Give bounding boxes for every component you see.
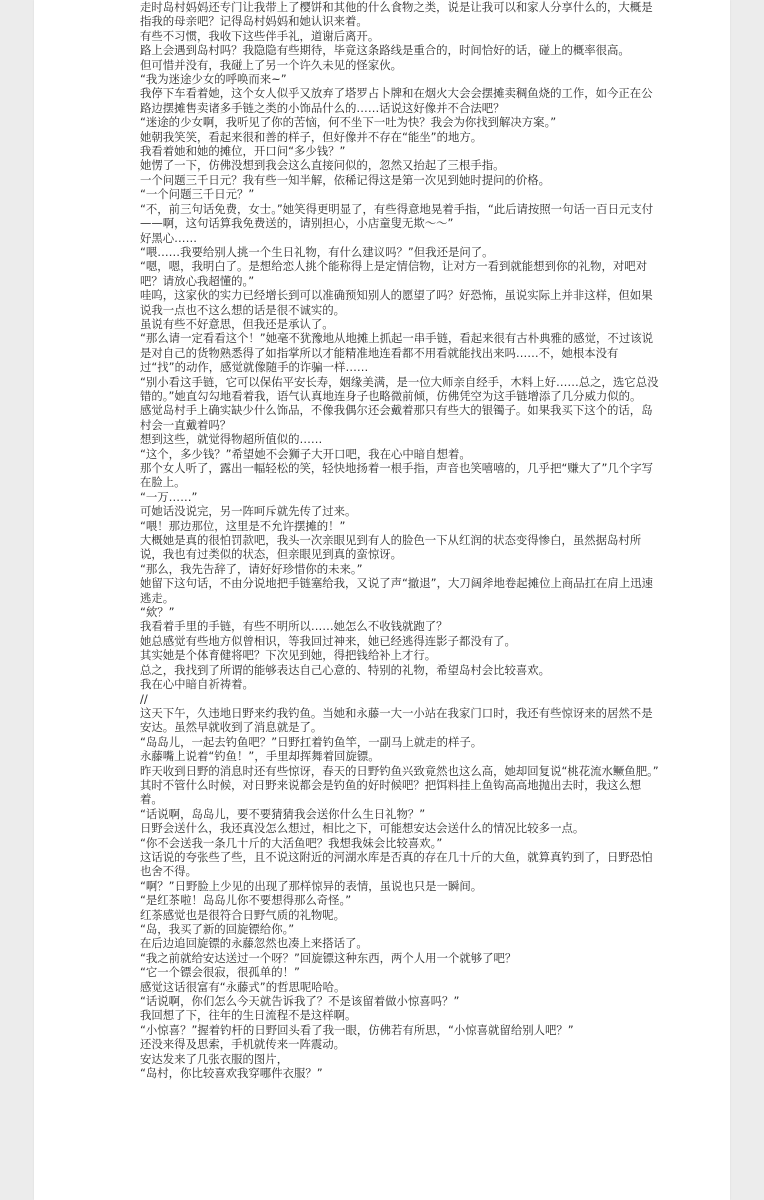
paragraph: 感觉岛村手上确实缺少什么饰品，不像我偶尔还会戴着那只有些大的银镯子。如果我买下这个的话，岛村会一直戴着吗？ <box>140 403 653 432</box>
paragraph: “那么，我先告辞了，请好好珍惜你的未来。” <box>140 561 363 576</box>
paragraph: 感觉这话很富有“永藤式”的哲思呢哈哈。 <box>140 979 346 994</box>
paragraph: 她总感觉有些地方似曾相识，等我回过神来，她已经逃得连影子都没有了。 <box>140 633 516 648</box>
paragraph: 还没来得及思索，手机就传来一阵震动。 <box>140 1037 346 1052</box>
paragraph: 她留下这句话，不由分说地把手链塞给我，又说了声“撤退”，大刀阔斧地卷起摊位上商品扛在肩上迅速逃走。 <box>140 576 653 605</box>
paragraph: “迷途的少女啊，我听见了你的苦恼，何不坐下一吐为快？我会为你找到解决方案。” <box>140 115 557 130</box>
paragraph: 永藤嘴上说着“钓鱼！”，手里却挥舞着回旋镖。 <box>140 749 380 764</box>
paragraph: 有些不习惯，我收下这些伴手礼，道谢后离开。 <box>140 28 380 43</box>
paragraph: 虽说有些不好意思，但我还是承认了。 <box>140 316 334 331</box>
paragraph: 可她话没说完，另一阵呵斥就先传了过来。 <box>140 504 357 519</box>
paragraph: “我之前就给安达送过一个呀？”回旋镖这种东西，两个人用一个就够了吧？ <box>140 950 517 965</box>
paragraph: “嗯，嗯，我明白了。是想给恋人挑个能称得上是定情信物，让对方一看到就能想到你的礼物，对吧对吧？请放心我超懂的。” <box>140 259 648 288</box>
paragraph: 她愣了一下，仿佛没想到我会这么直接问似的，忽然又抬起了三根手指。 <box>140 158 505 173</box>
paragraph: “我为迷途少女的呼唤而来~” <box>140 72 287 87</box>
paragraph: 在后边追回旋镖的永藤忽然也凑上来搭话了。 <box>140 936 368 951</box>
paragraph: 红茶感觉也是很符合日野气质的礼物呢。 <box>140 907 346 922</box>
paragraph: “它一个镖会很寂，很孤单的！” <box>140 965 300 980</box>
paragraph: 我停下车看着她，这个女人似乎又放弃了塔罗占卜牌和在烟火大会会摆摊卖稠鱼烧的工作，如今正在公路边摆摊售卖诸多手链之类的小饰品什么的……话说这好像并不合法吧？ <box>140 86 653 115</box>
paragraph: “那么请一定看看这个！”她毫不犹豫地从地摊上抓起一串手链，看起来很有古朴典雅的感觉，不过该说是对自己的货物熟悉得了如指掌所以才能精准地连看都不用看就能找出来吗……不，她根本没有过“找”的动作，感觉就像随手的诈骗一样…… <box>140 331 653 375</box>
paragraph: 我在心中暗自祈祷着。 <box>140 677 254 692</box>
paragraph: 其实她是个体育健将吧？下次见到她，得把钱给补上才行。 <box>140 648 437 663</box>
paragraph: 想到这些，就觉得物超所值似的…… <box>140 432 323 447</box>
paragraph: 哇呜，这家伙的实力已经增长到可以准确预知别人的愿望了吗？好恐怖，虽说实际上并非这样，但如果说我一点也不这么想的话是很不诚实的。 <box>140 288 653 317</box>
paragraph: 她朝我笑笑，看起来很和善的样子，但好像并不存在“能坐”的地方。 <box>140 129 483 144</box>
paragraph: “喂……我要给别人挑一个生日礼物，有什么建议吗？”但我还是问了。 <box>140 244 494 259</box>
paragraph: “别小看这手链，它可以保佑平安长寿，姻缘美满，是一位大师亲自经手，木料上好……总之，选它总没错的。”她直勾勾地看着我，语气认真地连身子也略微前倾，仿佛凭空为这手链增添了几分威力似的。 <box>140 374 659 403</box>
paragraph: “欸？” <box>140 605 175 620</box>
paragraph: 我看着手里的手链，有些不明所以……她怎么不收钱就跑了？ <box>140 619 448 634</box>
paragraph: “一万……” <box>140 489 198 504</box>
paragraph: 这话说的夸张些了些，且不说这附近的河湖水库是否真的存在几十斤的大鱼，就算真钓到了，日野恐怕也舍不得。 <box>140 849 653 879</box>
paragraph: 路上会遇到岛村吗？我隐隐有些期待，毕竟这条路线是重合的，时间恰好的话，碰上的概率很高。 <box>140 43 630 58</box>
paragraph: 走时岛村妈妈还专门让我带上了樱饼和其他的什么食物之类，说是让我可以和家人分享什么的，大概是指我的母亲吧？记得岛村妈妈和她认识来着。 <box>140 0 653 29</box>
paragraph: 日野会送什么，我还真没怎么想过，相比之下，可能想安达会送什么的情况比较多一点。 <box>140 821 585 836</box>
paragraph: 大概她是真的很怕罚款吧，我头一次亲眼见到有人的脸色一下从红润的状态变得惨白，虽然据岛村所说，我也有过类似的状态，但亲眼见到真的蛮惊讶。 <box>140 533 642 562</box>
paragraph: “你不会送我一条几十斤的大活鱼吧？我想我妹会比较喜欢。” <box>140 835 443 850</box>
paragraph: // <box>140 691 148 706</box>
paragraph: “不，前三句话免费，女士。”她笑得更明显了，有些得意地晃着手指，“此后请按照一句话一百日元支付——啊，这句话算我免费送的，请别担心，小店童叟无欺～～” <box>140 201 654 231</box>
paragraph: 我回想了下，往年的生日流程不是这样啊。 <box>140 1008 357 1023</box>
paragraph: “话说啊，你们怎么今天就告诉我了？不是该留着做小惊喜吗？” <box>140 994 460 1009</box>
paragraph: 那个女人听了，露出一幅轻松的笑，轻快地扬着一根手指，声音也笑嘻嘻的，几乎把“赚大了”几个字写在脸上。 <box>140 461 653 490</box>
paragraph: 安达发来了几张衣服的图片， <box>140 1051 289 1066</box>
paragraph: “岛岛儿，一起去钓鱼吧？”日野扛着钓鱼竿，一副马上就走的样子。 <box>140 734 483 749</box>
paragraph: “这个，多少钱？”希望她不会狮子大开口吧，我在心中暗自想着。 <box>140 446 471 461</box>
paragraph: “话说啊，岛岛儿，要不要猜猜我会送你什么生日礼物？” <box>140 806 426 821</box>
paragraph: “啊？”日野脸上少见的出现了那样惊异的表情，虽说也只是一瞬间。 <box>140 878 483 893</box>
paragraph: 其时不管什么时候，对日野来说都会是钓鱼的好时候吧？把饵料挂上鱼钩高高地抛出去时，我这么想着。 <box>140 777 642 807</box>
paragraph: 昨天收到日野的消息时还有些惊讶，春天的日野钓鱼兴致竟然也这么高，她却回复说“桃花流水鳜鱼肥。” <box>140 763 659 778</box>
paragraph: 但可惜并没有，我碰上了另一个许久未见的怪家伙。 <box>140 57 402 72</box>
paragraph: 我看着她和她的摊位，开口问“多少钱？” <box>140 144 346 159</box>
paragraph: “小惊喜？”握着钓杆的日野回头看了我一眼，仿佛若有所思，“小惊喜就留给别人吧？” <box>140 1022 574 1037</box>
paragraph: “岛村，你比较喜欢我穿哪件衣服？” <box>140 1066 323 1081</box>
paragraph: “喂！那边那位，这里是不允许摆摊的！” <box>140 518 346 533</box>
paragraph: 好黑心…… <box>140 230 197 245</box>
paragraph: “是红茶啦！岛岛儿你不要想得那么奇怪。” <box>140 893 352 908</box>
paragraph: “一个问题三千日元？” <box>140 187 255 202</box>
paragraph: “岛，我买了新的回旋镖给你。” <box>140 922 295 936</box>
paragraph: 一个问题三千日元？我有些一知半解，依稀记得这是第一次见到她时提问的价格。 <box>140 172 551 187</box>
document-body <box>140 0 660 1080</box>
paragraph: 这天下午，久违地日野来约我钓鱼。当她和永藤一大一小站在我家门口时，我还有些惊讶来的居然不是安达。虽然早就收到了消息就是了。 <box>140 705 653 735</box>
document-page <box>34 0 730 1200</box>
paragraph: 总之，我找到了所谓的能够表达自己心意的、特别的礼物，希望岛村会比较喜欢。 <box>140 662 551 677</box>
